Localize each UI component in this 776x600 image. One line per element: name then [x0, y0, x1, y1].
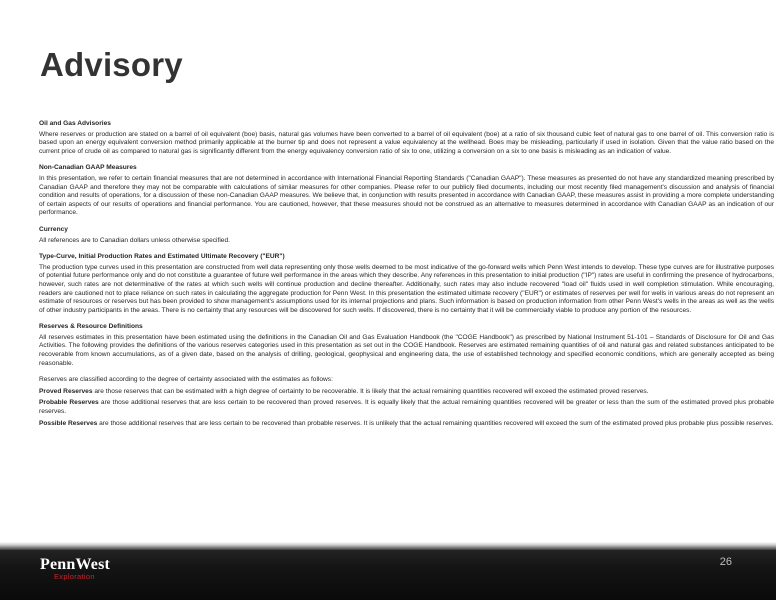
section-heading: Reserves & Resource Definitions [39, 323, 143, 331]
section-paragraph: Where reserves or production are stated on a barrel of oil equivalent (boe) basis, natural gas volumes have been converted to a barrel of oil equivalent (boe) at a ratio of six thousand cubic feet of natural gas to one barrel of oil. This conversion ratio is based upon an energy equivalent conversion method primarily applicable at the burner tip and does not represent a value equivalency at the wellhead. Boes may be misleading, particularly if used in isolation. Given that the value ratio based on the current price of crude oil as compared to natural gas is significantly different from the energy equivalency conversion ratio of six to one, utilizing a conversion on a six to one basis is misleading as an indication of value. [39, 130, 774, 155]
page-title: Advisory [40, 46, 183, 83]
classification-intro [39, 376, 774, 385]
section-heading: Non-Canadian GAAP Measures [39, 164, 137, 172]
page-number: 26 [719, 556, 732, 568]
section-paragraph: All references are to Canadian dollars unless otherwise specified. [39, 236, 230, 244]
classification-item-possible [39, 420, 774, 429]
advisory-body [39, 120, 774, 431]
classification-term: Possible Reserves [39, 419, 98, 427]
section-reserves-definitions [39, 323, 774, 368]
classification-item-proved [39, 388, 774, 397]
section-paragraph: All reserves estimates in this presentation have been estimated using the definitions in the Canadian Oil and Gas Evaluation Handbook (the "COGE Handbook") as prescribed by National Instrument 51-101 – Standards of Disclosure for Oil and Gas Activities. The following provides the definitions of the various reserves categories used in this presentation as set out in the COGE Handbook. Reserves are estimated remaining quantities of oil and natural gas and related substances anticipated to be recoverable from known accumulations, as of a given date, based on the analysis of drilling, geological, geophysical and engineering data, the use of established technology and specified economic conditions, which are generally accepted as being reasonable. [39, 333, 774, 367]
section-heading: Type-Curve, Initial Production Rates and Estimated Ultimate Recovery ("EUR") [39, 253, 285, 261]
section-paragraph: In this presentation, we refer to certain financial measures that are not determined in accordance with International Financial Reporting Standards ("Canadian GAAP"). These measures as presented do not have any standardized meaning prescribed by Canadian GAAP and therefore they may not be comparable with calculations of similar measures for other companies. Please refer to our publicly filed documents, including our most recently filed management's discussion and analysis of financial condition and results of operations, for a discussion of these non-Canadian GAAP measures. We believe that, in conjunction with results presented in accordance with Canadian GAAP, these measures assist in providing a more complete understanding of certain aspects of our results of operations and financial performance. You are cautioned, however, that these measures should not be construed as an alternative to measures determined in accordance with Canadian GAAP as an indication of our performance. [39, 174, 774, 217]
classification-item-probable [39, 399, 774, 416]
section-heading: Oil and Gas Advisories [39, 120, 111, 127]
pennwest-logo [40, 556, 140, 590]
section-heading: Currency [39, 225, 68, 233]
classification-definition: are those additional reserves that are less certain to be recovered than proved reserves. It is equally likely that the actual remaining quantities recovered will be greater or less than the sum of the estimated proved plus probable reserves. [39, 399, 774, 416]
section-oil-and-gas-advisories [39, 120, 774, 156]
section-type-curve [39, 253, 774, 315]
classification-term: Probable Reserves [39, 399, 99, 407]
section-currency [39, 226, 774, 245]
classification-definition: are those additional reserves that are less certain to be recovered than probable reserves. It is unlikely that the actual remaining quantities recovered will exceed the sum of the estimated proved plus probable plus possible reserves. [97, 419, 774, 427]
classification-definition: are those reserves that can be estimated with a high degree of certainty to be recoverable. It is likely that the actual remaining quantities recovered will exceed the estimated proved reserves. [92, 387, 649, 395]
logo-wordmark: PennWest [40, 556, 111, 573]
section-non-canadian-gaap-measures [39, 164, 774, 218]
section-paragraph: The production type curves used in this presentation are constructed from well data representing only those wells deemed to be most indicative of the go-forward wells which Penn West intends to develop. These type curves are for illustrative purposes of potential future performance only and do not constitute a guarantee of future well performance in the areas which they describe. Any references in this presentation to initial production ("IP") rates are useful in confirming the presence of hydrocarbons, however, such rates are not determinative of the rates at which such wells will continue production and decline thereafter. Additionally, such rates may also include recovered "load oil" fluids used in well completion stimulation. While encouraging, readers are cautioned not to place reliance on such rates in calculating the aggregate production for Penn West. In this presentation the estimated ultimate recovery ("EUR") or estimates of reserves per well for wells in various areas do not represent an estimate of resources or reserves but has been provided to show management's assumptions used for its internal projections and plans. Such information is based on production information from other Penn West's wells in the areas as well as the wells of other industry participants in the areas. There is no certainty that any resources will be discovered for such wells. If discovered, there is no certainty that it will be commercially viable to produce any portion of the resources. [39, 263, 774, 314]
classification-intro-text: Reserves are classified according to the degree of certainty associated with the estimates as follows: [39, 376, 333, 384]
classification-term: Proved Reserves [39, 387, 93, 395]
logo-subtitle: Exploration [54, 572, 95, 581]
